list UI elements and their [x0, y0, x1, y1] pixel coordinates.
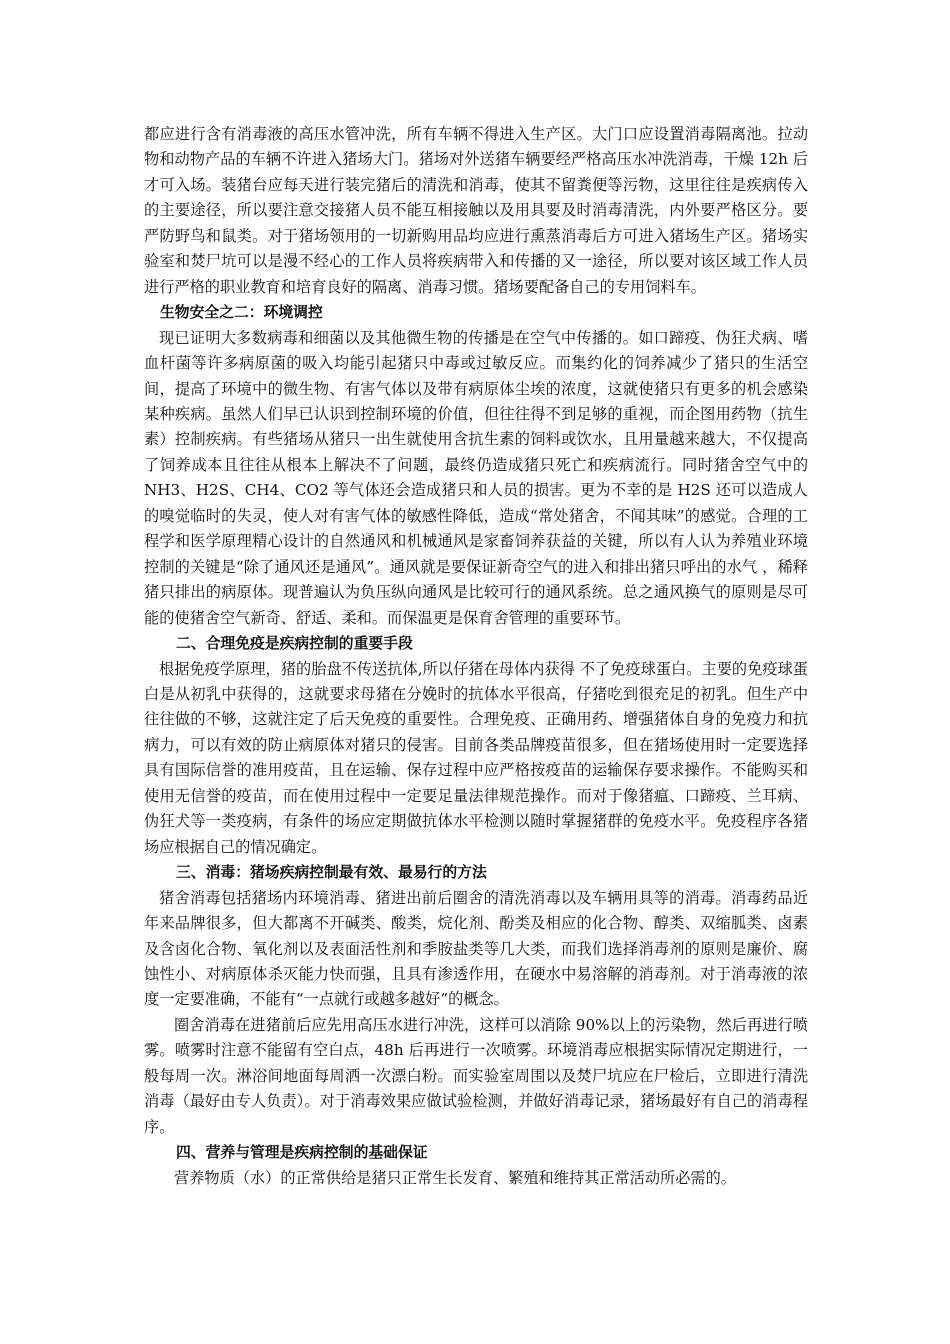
heading-nutrition-management: 四、营养与管理是疾病控制的基础保证 [176, 1144, 428, 1162]
paragraph-pen-disinfection: 圈舍消毒在进猪前后应先用高压水进行冲洗，这样可以消除 90%以上的污染物，然后再进行喷雾。喷雾时注意不能留有空白点，48h 后再进行一次喷雾。环境消毒应根据实际情况定期进行，一般每周一次。淋浴间地面每周洒一次漂白粉。而实验室周围以及焚尸坑应在尸检后，立即进行清洗消毒（最好由专人负责）。对于消毒效果应做试验检测，并做好消毒记录，猪场最好有自己的消毒程序。 [144, 1015, 808, 1136]
heading-immunization: 二、合理免疫是疾病控制的重要手段 [176, 635, 413, 653]
heading-disinfection: 三、消毒：猪场疾病控制最有效、最易行的方法 [176, 864, 487, 882]
paragraph-disinfection-agents: 猪舍消毒包括猪场内环境消毒、猪进出前后圈舍的清洗消毒以及车辆用具等的消毒。消毒药品近年来品牌很多，但大都离不开碱类、酸类，烷化剂、酚类及相应的化合物、醇类、双缩胍类、卤素及含卤化合物、氧化剂以及表面活性剂和季胺盐类等几大类，而我们选择消毒剂的原则是廉价、腐蚀性小、对病原体杀灭能力快而强，且具有渗透作用，在硬水中易溶解的消毒剂。对于消毒液的浓度一定要准确，不能有“一点就行或越多越好”的概念。 [144, 888, 808, 1009]
paragraph-biosecurity-continued: 都应进行含有消毒液的高压水管冲洗，所有车辆不得进入生产区。大门口应设置消毒隔离池。拉动物和动物产品的车辆不许进入猪场大门。猪场对外送猪车辆要经严格高压水冲洗消毒，干燥 12h 后才可入场。装猪台应每天进行装完猪后的清洗和消毒，使其不留粪便等污物，这里往往是疾病传入的主要途径，所以要注意交接猪人员不能互相接触以及用具要及时消毒清洗，内外要严格区分。要严防野鸟和鼠类。对于猪场领用的一切新购用品均应进行熏蒸消毒后方可进入猪场生产区。猪场实验室和焚尸坑可以是漫不经心的工作人员将疾病带入和传播的又一途径，所以要对该区域工作人员进行严格的职业教育和培育良好的隔离、消毒习惯。猪场要配备自己的专用饲料车。 [144, 125, 808, 296]
paragraph-immunization: 根据免疫学原理，猪的胎盘不传送抗体,所以仔猪在母体内获得 不了免疫球蛋白。主要的免疫球蛋白是从初乳中获得的，这就要求母猪在分娩时的抗体水平很高，仔猪吃到很充足的初乳。但生产中往往做的不够，这就注定了后天免疫的重要性。合理免疫、正确用药、增强猪体自身的免疫力和抗病力，可以有效的防止病原体对猪只的侵害。目前各类品牌疫苗很多，但在猪场使用时一定要选择具有国际信誉的准用疫苗，且在运输、保存过程中应严格按疫苗的运输保存要求操作。不能购买和使用无信誉的疫苗，而在使用过程中一定要足量法律规范操作。而对于像猪瘟、口蹄疫、兰耳病、伪狂犬等一类疫病，有条件的场应定期做抗体水平检测以随时掌握猪群的免疫水平。免疫程序各猪场应根据自己的情况确定。 [144, 659, 808, 856]
paragraph-environment-control: 现已证明大多数病毒和细菌以及其他微生物的传播是在空气中传播的。如口蹄疫、伪狂犬病、嗜血杆菌等许多病原菌的吸入均能引起猪只中毒或过敏反应。而集约化的饲养减少了猪只的生活空间，提高了环境中的微生物、有害气体以及带有病原体尘埃的浓度，这就使猪只有更多的机会感染某种疾病。虽然人们早已认识到控制环境的价值，但往往得不到足够的重视，而企图用药物（抗生素）控制疾病。有些猪场从猪只一出生就使用含抗生素的饲料或饮水，且用量越来越大，不仅提高了饲养成本且往往从根本上解决不了问题，最终仍造成猪只死亡和疾病流行。同时猪舍空气中的 NH3、H2S、CH4、CO2 等气体还会造成猪只和人员的损害。更为不幸的是 H2S 还可以造成人的嗅觉临时的失灵，使人对有害气体的敏感性降低，造成“常处猪舍，不闻其味”的感觉。合理的工程学和医学原理精心设计的自然通风和机械通风是家畜饲养获益的关键，所以有人认为养殖业环境控制的关键是“除了通风还是通风”。通风就是要保证新奇空气的进入和排出猪只呼出的水气 ，稀释猪只排出的病原体。现普遍认为负压纵向通风是比较可行的通风系统。总之通风换气的原则是尽可能的使猪舍空气新奇、舒适、柔和。而保温更是保育舍管理的重要环节。 [144, 328, 808, 627]
heading-environment-control: 生物安全之二：环境调控 [160, 304, 323, 322]
document-body [144, 122, 808, 1191]
paragraph-nutrition: 营养物质（水）的正常供给是猪只正常生长发育、繁殖和维持其正常活动所必需的。 [174, 1168, 736, 1187]
